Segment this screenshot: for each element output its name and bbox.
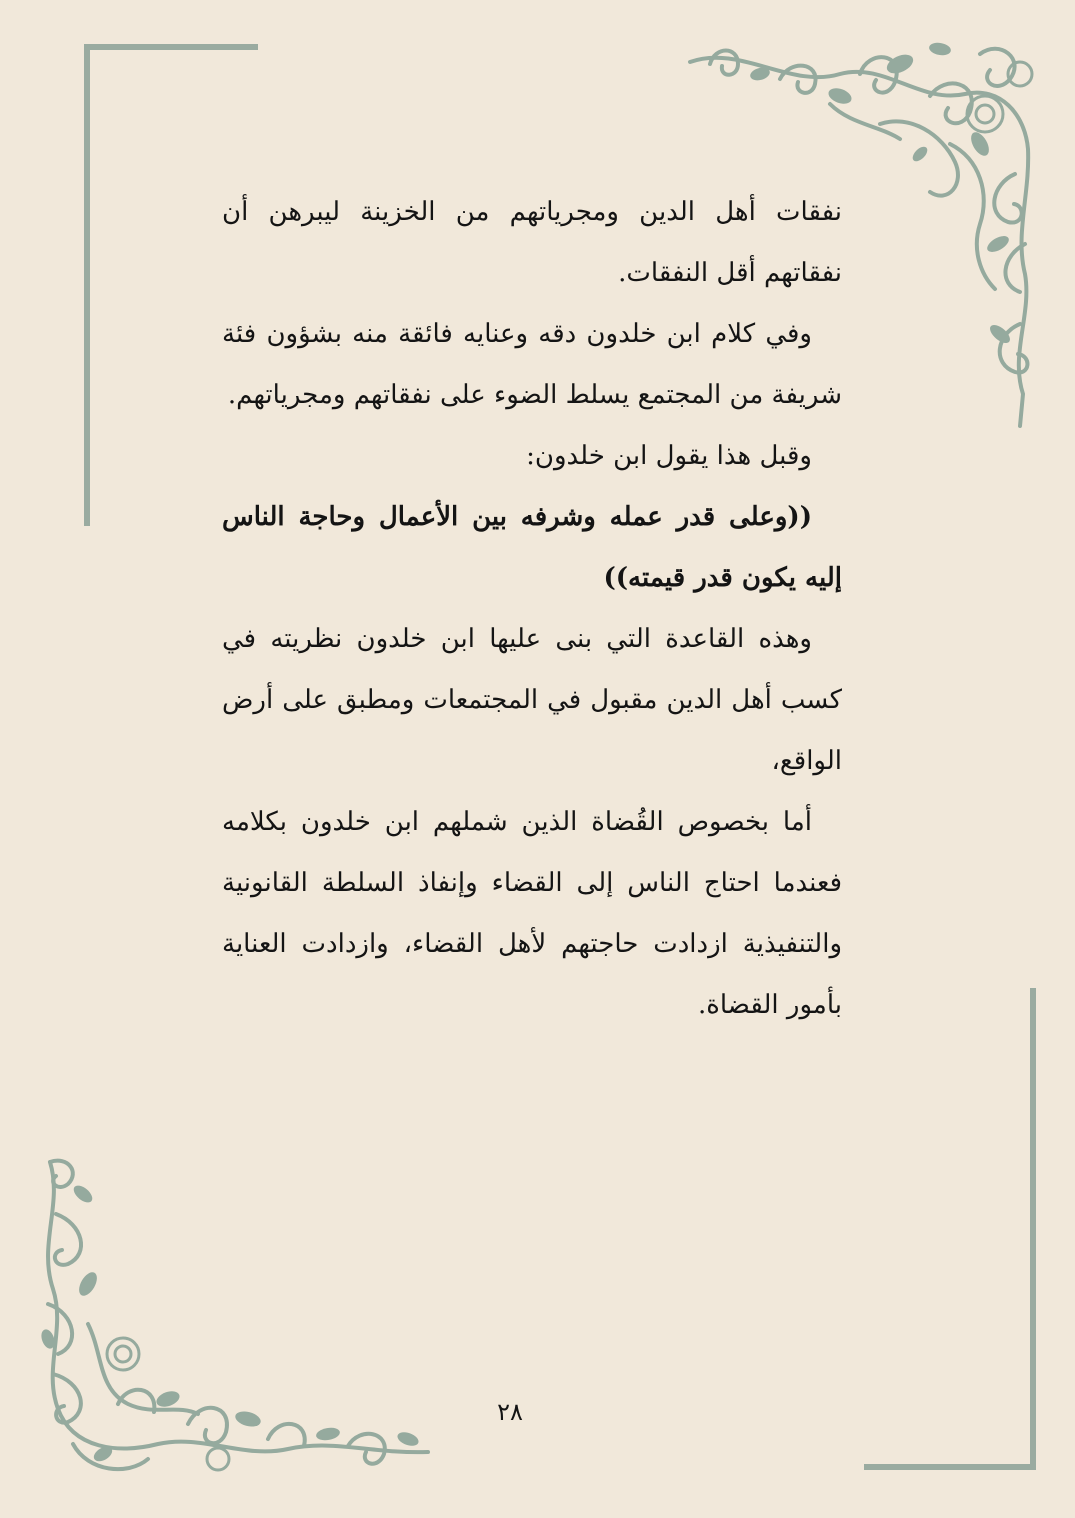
frame-bottom-right-horizontal	[864, 1464, 1036, 1470]
page-number: ٢٨	[497, 1398, 523, 1426]
paragraph-continuation: نفقات أهل الدين ومجرياتهم من الخزينة ليبرهن أن نفقاتهم أقل النفقات.	[222, 197, 842, 288]
frame-bottom-right-vertical	[1030, 988, 1036, 1470]
paragraph: وقبل هذا يقول ابن خلدون:	[526, 441, 812, 471]
block-quote: ((وعلى قدر عمله وشرفه بين الأعمال وحاجة الناس إليه يكون قدر قيمته))	[222, 502, 842, 593]
paragraph: وفي كلام ابن خلدون دقه وعنايه فائقة منه بشؤون فئة شريفة من المجتمع يسلط الضوء على نفقاتهم ومجرياتهم.	[222, 319, 842, 410]
floral-corner-ornament-icon	[28, 1154, 438, 1484]
frame-top-left-horizontal	[84, 44, 258, 50]
paragraph: وهذه القاعدة التي بنى عليها ابن خلدون نظريته في كسب أهل الدين مقبول في المجتمعات ومطبق على أرض الواقع،	[222, 624, 842, 776]
paragraph: أما بخصوص القُضاة الذين شملهم ابن خلدون بكلامه فعندما احتاج الناس إلى القضاء وإنفاذ السلطة القانونية والتنفيذية ازدادت حاجتهم لأهل القضاء، وازدادت العناية بأمور القضاة.	[222, 807, 842, 1020]
frame-top-left-vertical	[84, 44, 90, 526]
body-text	[222, 182, 842, 1036]
